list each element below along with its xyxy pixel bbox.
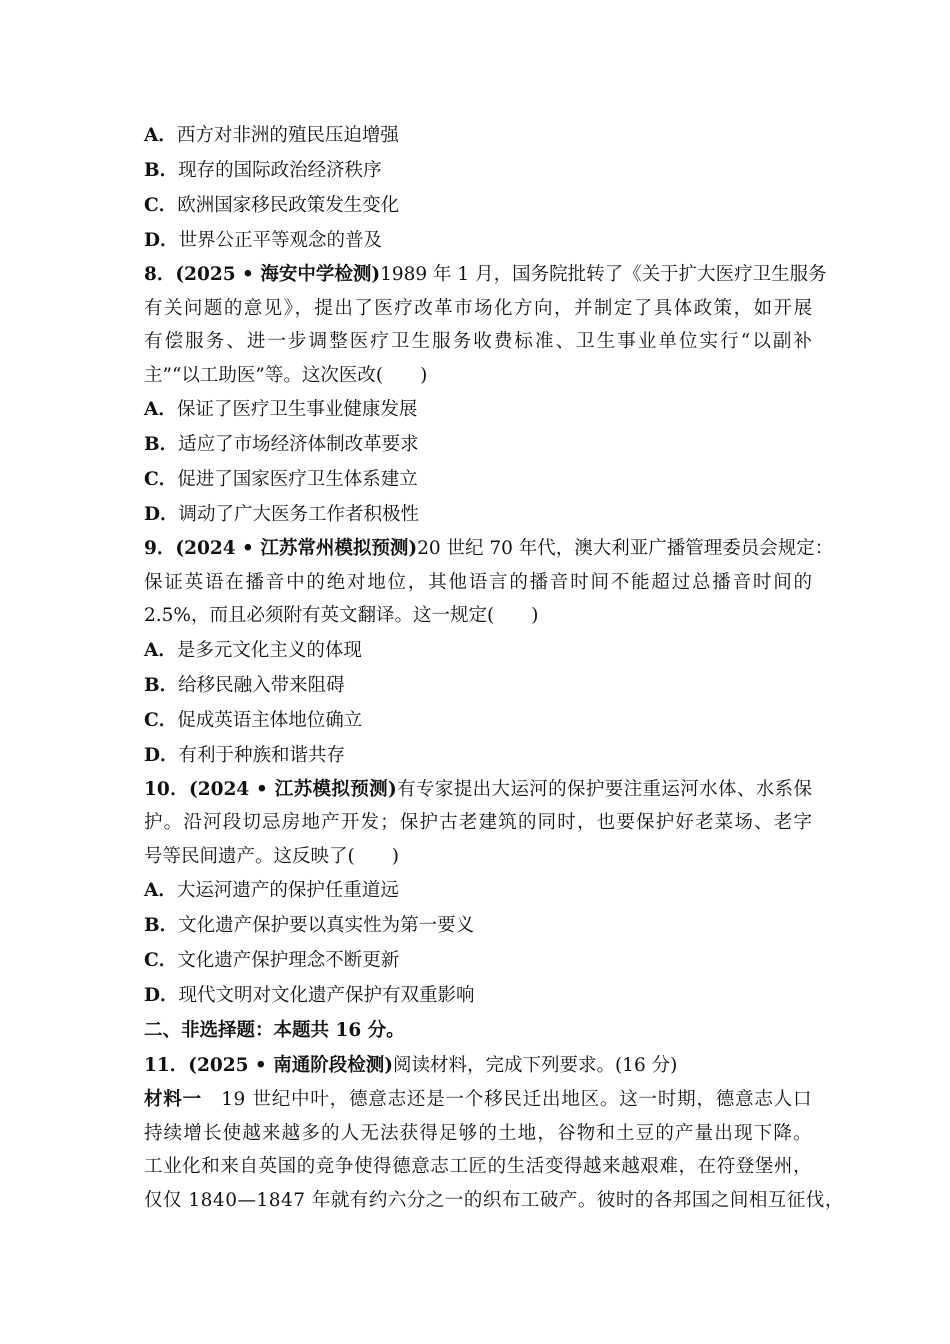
q9-stem-line-3: 2.5%，而且必须附有英文翻译。这一规定( ): [144, 605, 539, 626]
q7-option-c: [144, 188, 812, 223]
section-note: 本题共 16 分。: [273, 1020, 405, 1041]
material-label: 材料一: [144, 1089, 202, 1110]
option-text: 促成英语主体地位确立: [177, 709, 363, 731]
q10-stem-line-3: 号等民间遗产。这反映了( ): [144, 845, 399, 867]
option-text: 文化遗产保护理念不断更新: [177, 950, 400, 971]
material-text: 19 世纪中叶，德意志还是一个移民迁出地区。这一时期，德意志人口: [201, 1089, 812, 1110]
option-text: 给移民融入带来阻碍: [178, 674, 345, 696]
q9-option-c: [144, 703, 812, 738]
option-text: 有利于种族和谐共存: [178, 744, 346, 766]
q10-option-b: [144, 908, 812, 943]
q10-option-c: [144, 943, 812, 978]
q7-option-a: [144, 118, 812, 153]
option-text: 西方对非洲的殖民压迫增强: [176, 125, 399, 146]
q9-stem-line-1: [144, 532, 834, 566]
q10-option-a: [144, 873, 812, 908]
q10-option-d: [144, 978, 812, 1013]
option-letter: B．: [144, 915, 179, 936]
question-text: 1989 年 1 月，国务院批转了《关于扩大医疗卫生服务: [380, 264, 827, 285]
option-text: 世界公正平等观念的普及: [178, 230, 383, 251]
option-text: 文化遗产保护要以真实性为第一要义: [178, 915, 475, 936]
option-letter: A．: [144, 125, 177, 146]
q7-option-d: [144, 223, 812, 258]
question-source: (2024 • 江苏常州模拟预测): [175, 538, 418, 559]
q8-option-d: [144, 497, 812, 532]
q8-option-b: [144, 427, 812, 462]
option-letter: C．: [144, 709, 178, 731]
option-letter: C．: [144, 469, 178, 490]
question-source: (2025 • 海安中学检测): [175, 264, 381, 285]
material-line-2: 持续增长使越来越多的人无法获得足够的土地，谷物和土豆的产量出现下降。: [144, 1122, 812, 1144]
option-letter: D．: [144, 744, 179, 766]
question-number: 8．: [144, 264, 176, 285]
option-text: 现代文明对文化遗产保护有双重影响: [178, 985, 475, 1006]
q8-stem-line-4: 主”“以工助医”等。这次医改( ): [144, 364, 428, 386]
question-source: (2025 • 南通阶段检测): [188, 1055, 393, 1076]
q8-stem-line-1: [144, 258, 827, 292]
question-text: 20 世纪 70 年代，澳大利亚广播管理委员会规定：: [417, 538, 834, 559]
q11-stem: [144, 1048, 812, 1083]
q8-stem-line-2: 有关问题的意见》，提出了医疗改革市场化方向，并制定了具体政策，如开展: [144, 297, 812, 319]
question-number: 10．: [144, 778, 189, 800]
material-line-3: 工业化和来自英国的竞争使得德意志工匠的生活变得越来越艰难，在符登堡州，: [144, 1156, 812, 1177]
q9-option-d: [144, 738, 812, 773]
option-letter: B．: [144, 674, 179, 696]
question-source: (2024 • 江苏模拟预测): [189, 778, 397, 800]
question-text: 有专家提出大运河的保护要注重运河水体、水系保: [396, 778, 812, 800]
option-text: 调动了广大医务工作者积极性: [178, 504, 420, 525]
option-letter: C．: [144, 950, 178, 971]
option-letter: D．: [144, 985, 179, 1006]
option-letter: B．: [144, 160, 179, 181]
q10-stem-line-2: 护。沿河段切忌房地产开发；保护古老建筑的同时，也要保护好老菜场、老字: [144, 812, 812, 833]
option-text: 适应了市场经济体制改革要求: [178, 434, 419, 455]
exam-page: [144, 118, 844, 1217]
material-line-4: 仅仅 1840—1847 年就有约六分之一的织布工破产。彼时的各邦国之间相互征伐，: [144, 1189, 844, 1211]
q10-stem-line-1: [144, 773, 812, 807]
question-text: 阅读材料，完成下列要求。(16 分): [392, 1055, 678, 1076]
option-text: 保证了医疗卫生事业健康发展: [176, 399, 418, 420]
q7-option-b: [144, 153, 812, 188]
option-letter: B．: [144, 434, 179, 455]
q8-option-a: [144, 392, 812, 427]
material-line-1: [144, 1083, 812, 1117]
option-text: 大运河遗产的保护任重道远: [176, 880, 399, 901]
section-title: 二、非选择题：: [144, 1020, 274, 1041]
option-letter: D．: [144, 504, 179, 525]
option-letter: C．: [144, 195, 178, 216]
q8-stem-line-3: 有偿服务、进一步调整医疗卫生服务收费标准、卫生事业单位实行“以副补: [144, 331, 812, 352]
section-heading: [144, 1013, 812, 1048]
option-letter: A．: [144, 639, 177, 661]
option-letter: A．: [144, 399, 177, 420]
option-text: 现存的国际政治经济秩序: [178, 160, 382, 181]
option-text: 是多元文化主义的体现: [176, 639, 362, 661]
option-text: 促进了国家医疗卫生体系建立: [177, 469, 418, 490]
q8-option-c: [144, 462, 812, 497]
question-number: 9．: [144, 538, 176, 559]
option-letter: D．: [144, 230, 179, 251]
option-letter: A．: [144, 880, 177, 901]
q9-option-a: [144, 633, 812, 668]
q9-option-b: [144, 668, 812, 703]
q9-stem-line-2: 保证英语在播音中的绝对地位，其他语言的播音时间不能超过总播音时间的: [144, 571, 812, 593]
question-number: 11．: [144, 1055, 189, 1076]
option-text: 欧洲国家移民政策发生变化: [177, 195, 400, 216]
